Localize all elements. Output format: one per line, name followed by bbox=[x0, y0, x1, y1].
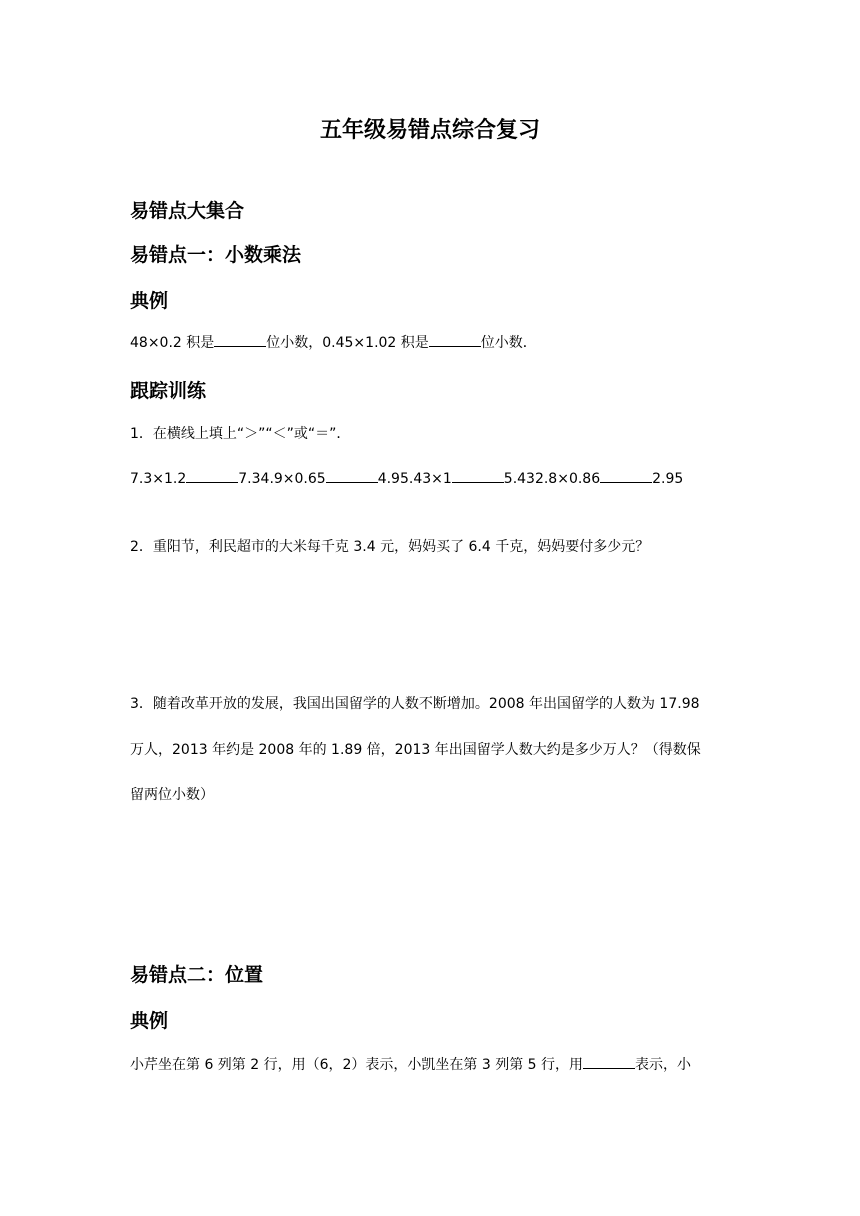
point1-heading: 易错点一：小数乘法 bbox=[130, 244, 302, 266]
answer-blank[interactable] bbox=[452, 468, 504, 483]
question-3-line-1: 3．随着改革开放的发展，我国出国留学的人数不断增加。2008 年出国留学的人数为 17.98 bbox=[130, 696, 700, 712]
compare-item: 7.3×1.2 bbox=[130, 471, 187, 487]
answer-blank[interactable] bbox=[214, 332, 266, 347]
example-part-c: 位小数． bbox=[480, 335, 537, 351]
compare-item: 2.95 bbox=[652, 471, 684, 487]
answer-blank[interactable] bbox=[326, 468, 378, 483]
answer-blank[interactable] bbox=[186, 468, 238, 483]
point2-heading: 易错点二：位置 bbox=[130, 964, 264, 986]
practice-heading: 跟踪训练 bbox=[130, 380, 207, 402]
question-3-line-2: 万人，2013 年约是 2008 年的 1.89 倍，2013 年出国留学人数大约是多少万人？（得数保 bbox=[130, 742, 701, 758]
point2-example-heading: 典例 bbox=[130, 1010, 169, 1032]
compare-item: 7.34.9×0.65 bbox=[238, 471, 326, 487]
question-1-items bbox=[130, 468, 683, 487]
example-part-a: 48×0.2 积是 bbox=[130, 335, 215, 351]
example-part-b: 表示，小 bbox=[635, 1057, 692, 1073]
section-heading-main: 易错点大集合 bbox=[130, 200, 245, 222]
compare-item: 4.95.43×1 bbox=[377, 471, 452, 487]
question-1-prompt: 1．在横线上填上“＞”“＜”或“＝”． bbox=[130, 426, 351, 442]
question-2: 2．重阳节，利民超市的大米每千克 3.4 元，妈妈买了 6.4 千克，妈妈要付多少元？ bbox=[130, 539, 650, 555]
page-title: 五年级易错点综合复习 bbox=[319, 118, 540, 143]
answer-blank[interactable] bbox=[583, 1054, 635, 1069]
point2-example-text bbox=[130, 1054, 691, 1074]
compare-item: 5.432.8×0.86 bbox=[503, 471, 601, 487]
example-part-a: 小芹坐在第 6 列第 2 行，用（6，2）表示，小凯坐在第 3 列第 5 行，用 bbox=[130, 1057, 584, 1073]
answer-blank[interactable] bbox=[600, 468, 652, 483]
example-part-b: 位小数，0.45×1.02 积是 bbox=[266, 335, 429, 351]
point1-example-text bbox=[130, 332, 537, 352]
point1-example-heading: 典例 bbox=[130, 290, 169, 312]
answer-blank[interactable] bbox=[429, 332, 481, 347]
question-3-line-3: 留两位小数） bbox=[130, 787, 214, 803]
